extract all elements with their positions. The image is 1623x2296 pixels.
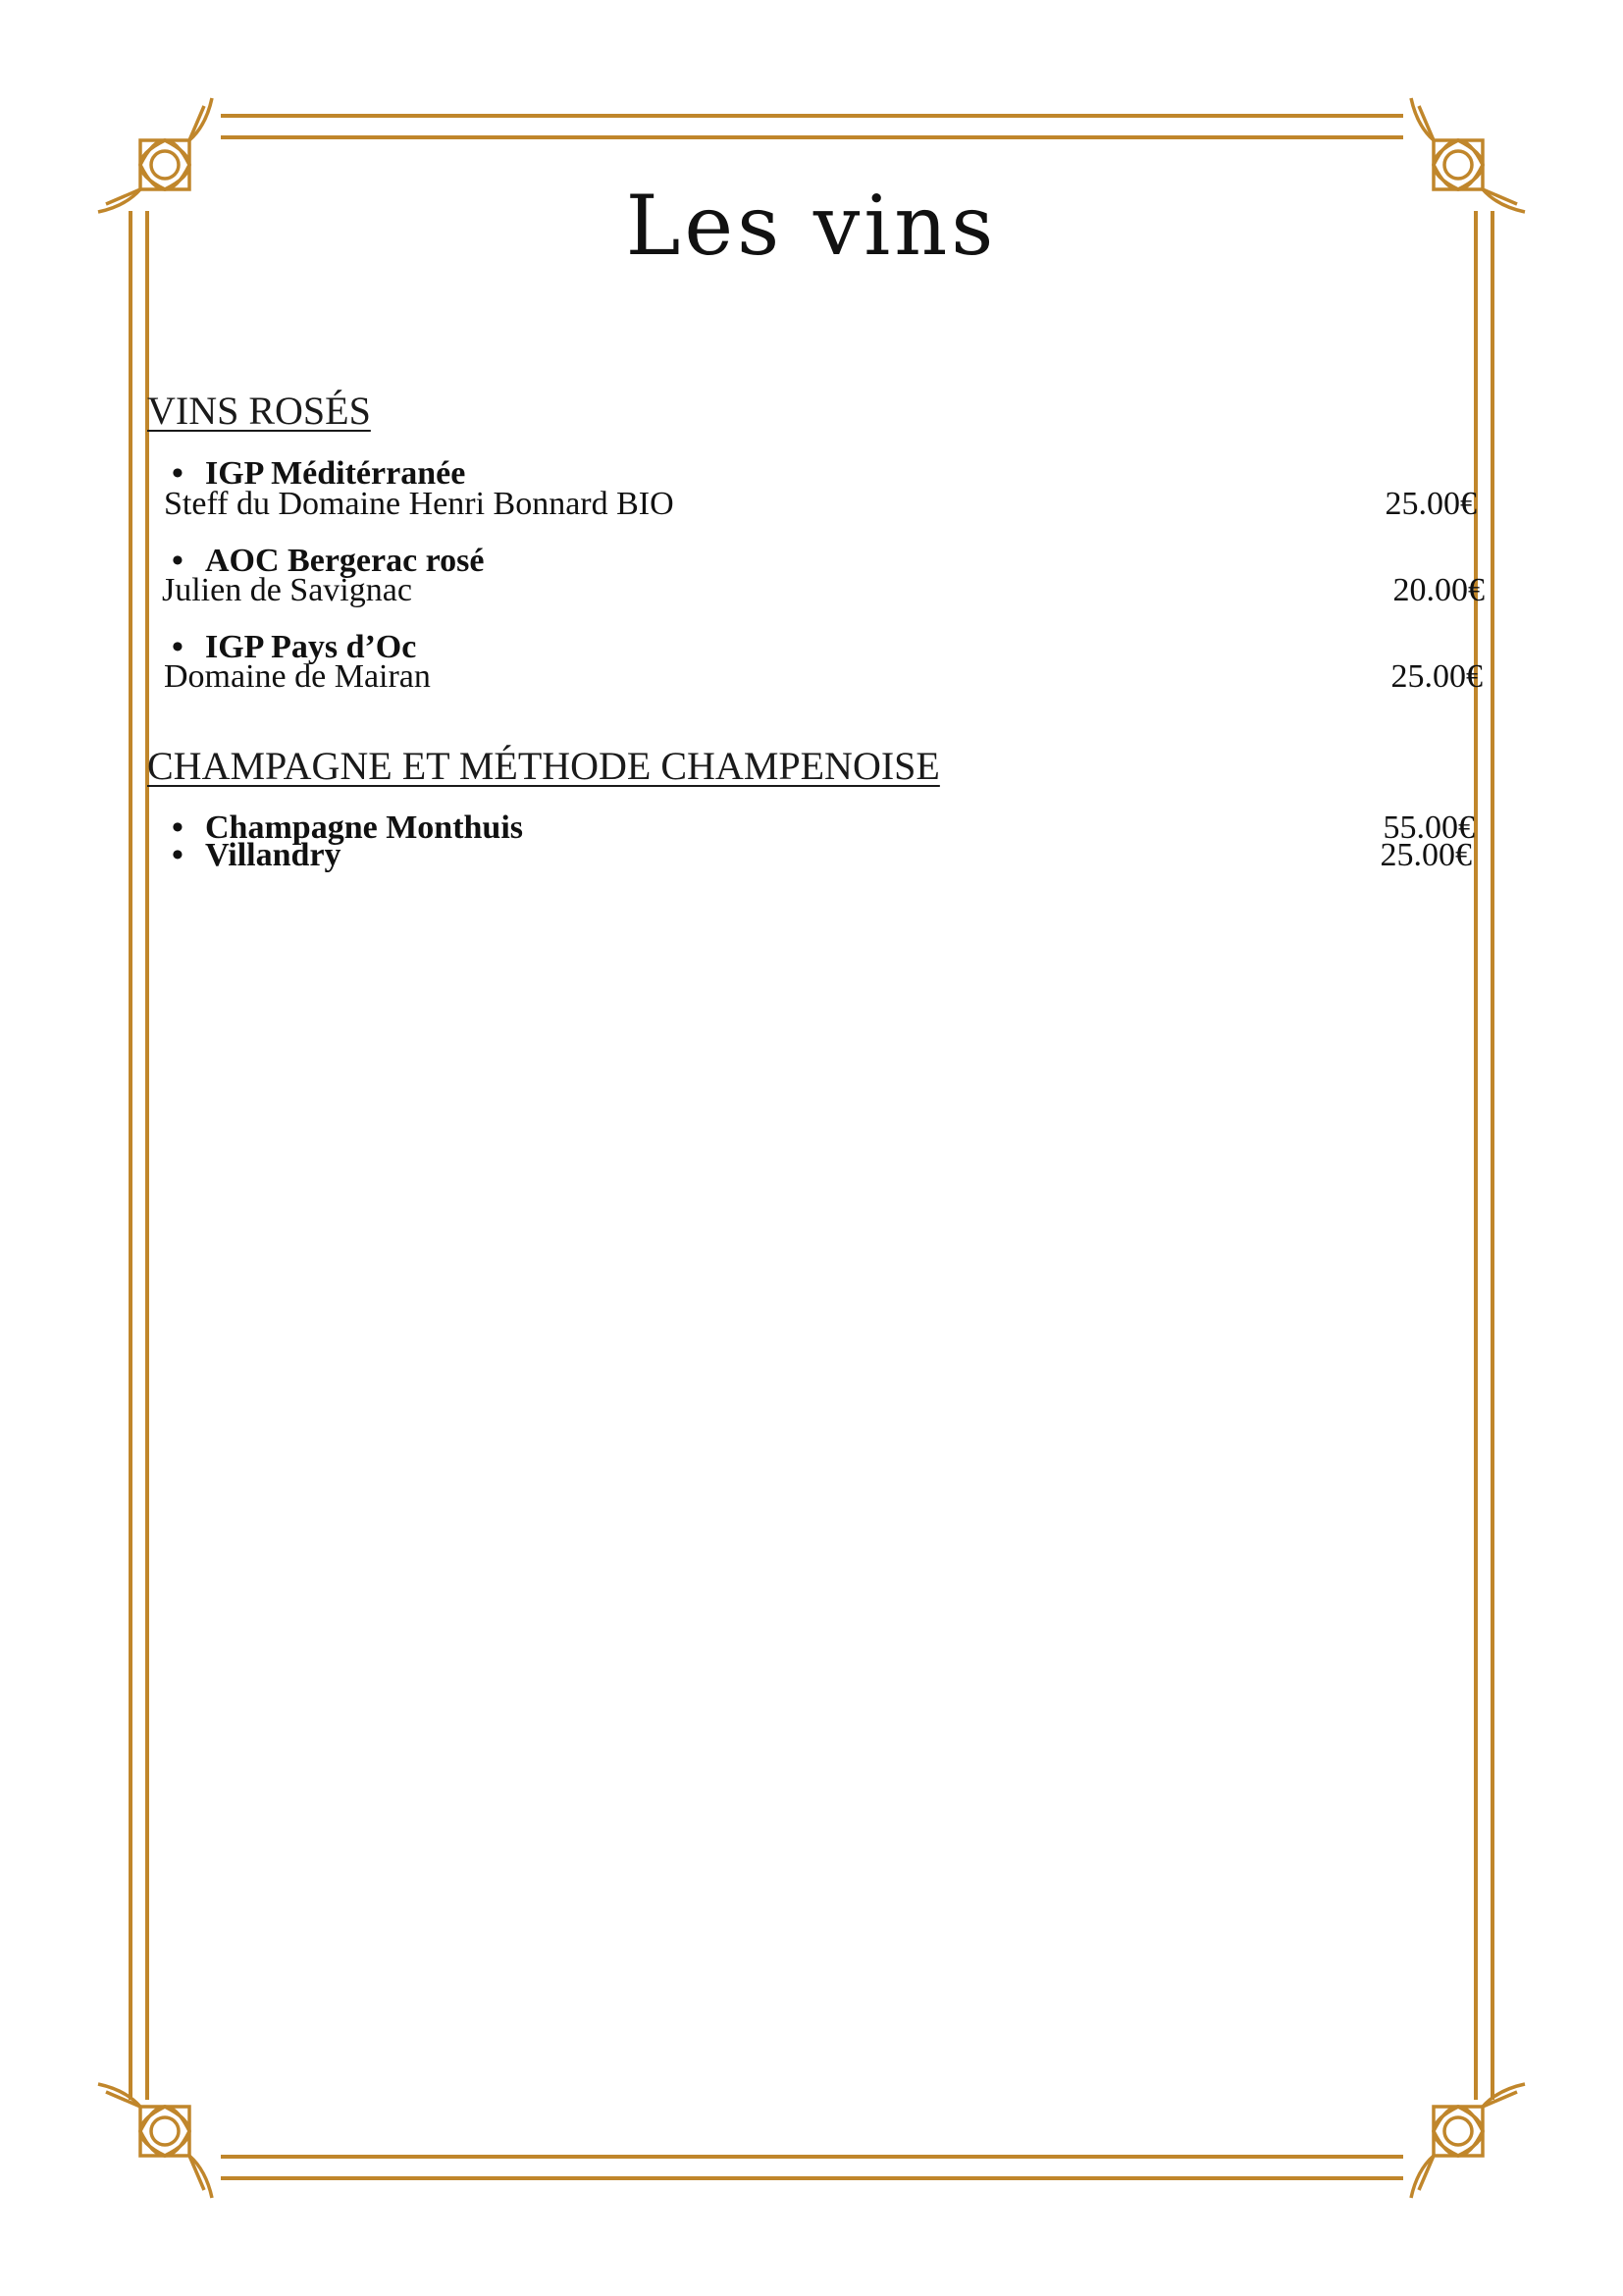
section-heading-vins-roses: VINS ROSÉS xyxy=(147,389,371,433)
page-title: Les vins xyxy=(625,178,998,274)
wine-price: 25.00€ xyxy=(1385,486,1477,522)
wine-producer: Domaine de Mairan xyxy=(164,658,431,695)
wine-item-name: • AOC Bergerac rosé xyxy=(172,543,485,579)
wine-producer: Julien de Savignac xyxy=(162,572,412,608)
wine-item-producer-row xyxy=(162,574,1485,607)
wine-item-name: • IGP Méditérranée xyxy=(172,455,466,492)
wine-item-producer-row xyxy=(164,488,1477,521)
bullet-icon: • xyxy=(172,455,183,492)
bullet-icon: • xyxy=(172,629,183,665)
wine-item-name: • IGP Pays d’Oc xyxy=(172,629,417,665)
wine-item-producer-row xyxy=(164,660,1483,694)
wine-item-row: • Champagne Monthuis 55.00€ xyxy=(172,809,1475,846)
wine-producer: Steff du Domaine Henri Bonnard BIO xyxy=(164,486,674,522)
section-heading-champagne: CHAMPAGNE ET MÉTHODE CHAMPENOISE xyxy=(147,744,940,788)
wine-item-row: • Villandry 25.00€ xyxy=(172,837,1472,873)
celtic-knot-corner-icon-bottom-left xyxy=(98,2084,212,2198)
celtic-knot-corner-icon-bottom-right xyxy=(1411,2084,1525,2198)
bullet-icon: • xyxy=(172,543,183,579)
bullet-icon: • xyxy=(172,809,183,846)
wine-price: 20.00€ xyxy=(1392,572,1485,608)
bullet-icon: • xyxy=(172,837,183,873)
wine-price: 25.00€ xyxy=(1380,837,1472,873)
wine-price: 25.00€ xyxy=(1390,658,1483,695)
wine-price: 55.00€ xyxy=(1383,809,1475,846)
